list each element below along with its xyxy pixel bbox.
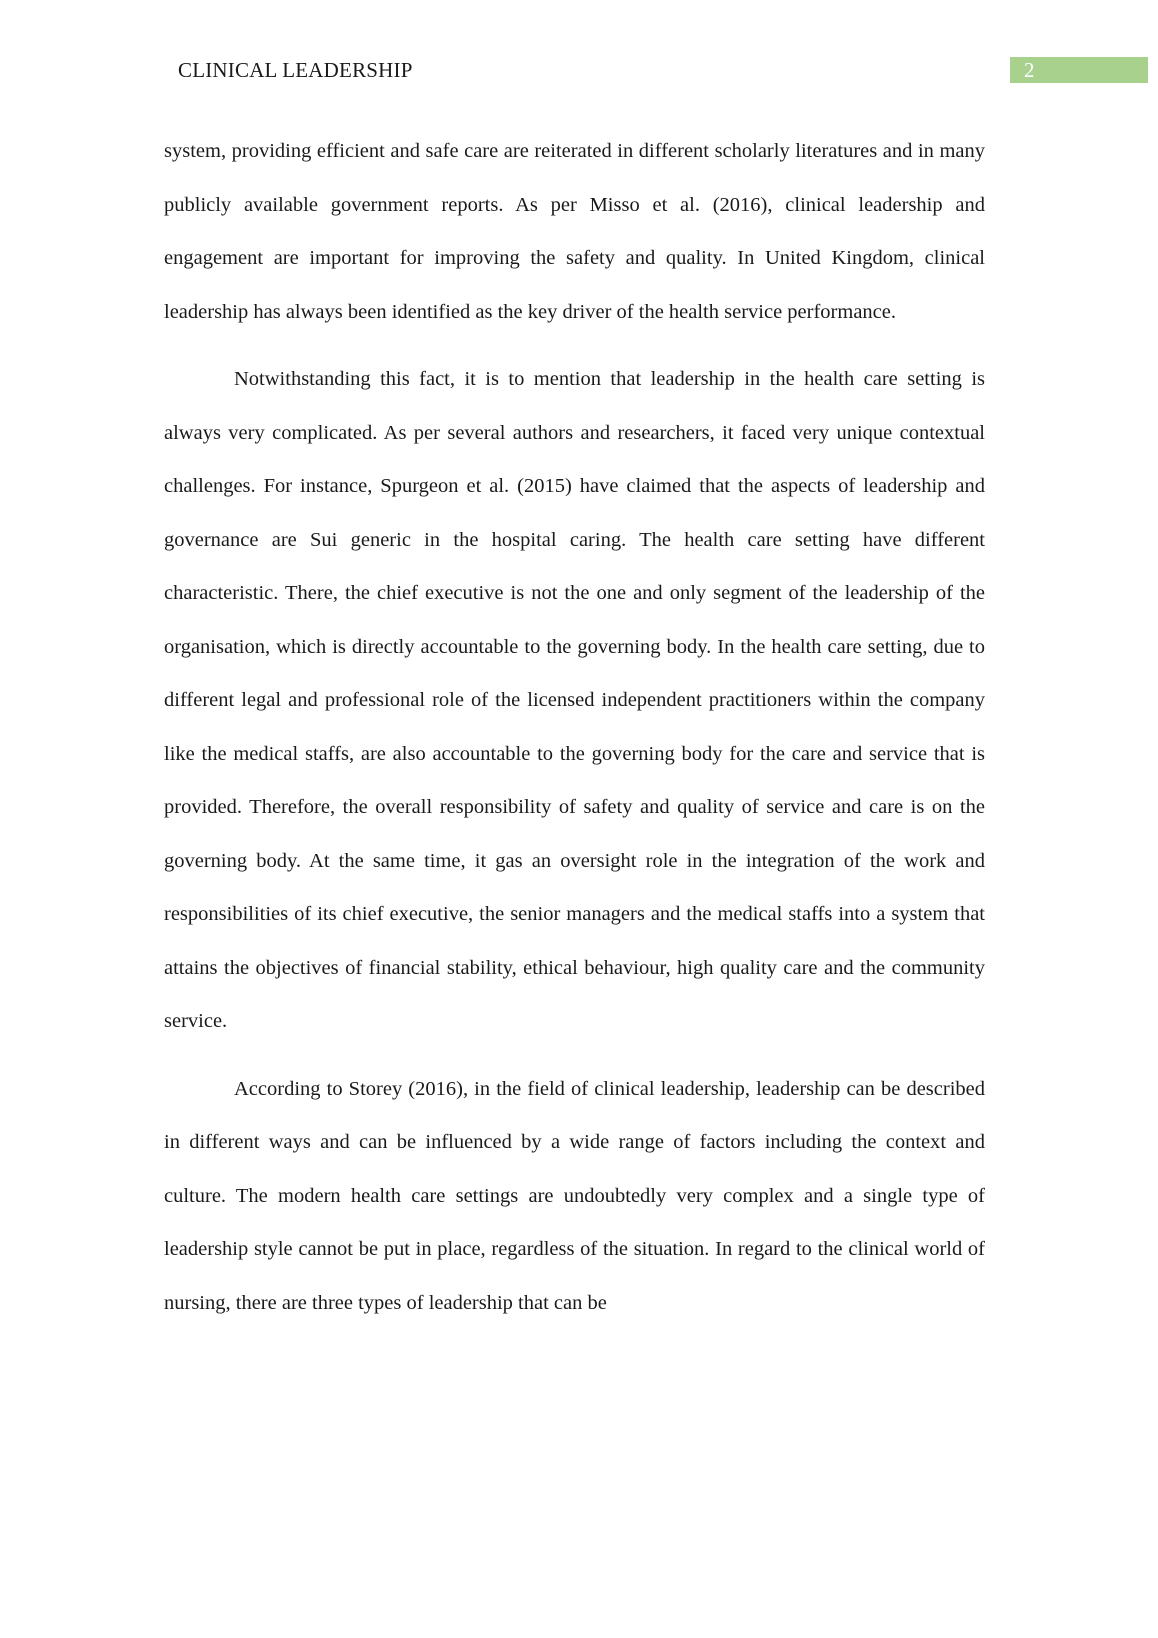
paragraph-continuation: system, providing efficient and safe care are reiterated in different scholarly literatures and in many publicly available government reports. As per Misso et al. (2016), clinical leadership and engagement are important for improving the safety and quality. In United Kingdom, clinical leadership has always been identified as the key driver of the health service performance. [164, 140, 985, 323]
page-number: 2 [1024, 58, 1035, 82]
page-number-badge [1010, 57, 1148, 83]
paragraph-according-to-storey: According to Storey (2016), in the field of clinical leadership, leadership can be described in different ways and can be influenced by a wide range of factors including the context and culture. The modern health care settings are undoubtedly very complex and a single type of leadership style cannot be put in place, regardless of the situation. In regard to the clinical world of nursing, there are three types of leadership that can be [164, 1077, 985, 1314]
paragraph-notwithstanding: Notwithstanding this fact, it is to mention that leadership in the health care setting is always very complicated. As per several authors and researchers, it faced very unique contextual challenges. For instance, Spurgeon et al. (2015) have claimed that the aspects of leadership and governance are Sui generic in the hospital caring. The health care setting have different characteristic. There, the chief executive is not the one and only segment of the leadership of the organisation, which is directly accountable to the governing body. In the health care setting, due to different legal and professional role of the licensed independent practitioners within the company like the medical staffs, are also accountable to the governing body for the care and service that is provided. Therefore, the overall responsibility of safety and quality of service and care is on the governing body. At the same time, it gas an oversight role in the integration of the work and responsibilities of its chief executive, the senior managers and the medical staffs into a system that attains the objectives of financial stability, ethical behaviour, high quality care and the community service. [164, 368, 985, 1032]
running-head-title: CLINICAL LEADERSHIP [178, 58, 413, 82]
document-body [164, 125, 985, 1330]
